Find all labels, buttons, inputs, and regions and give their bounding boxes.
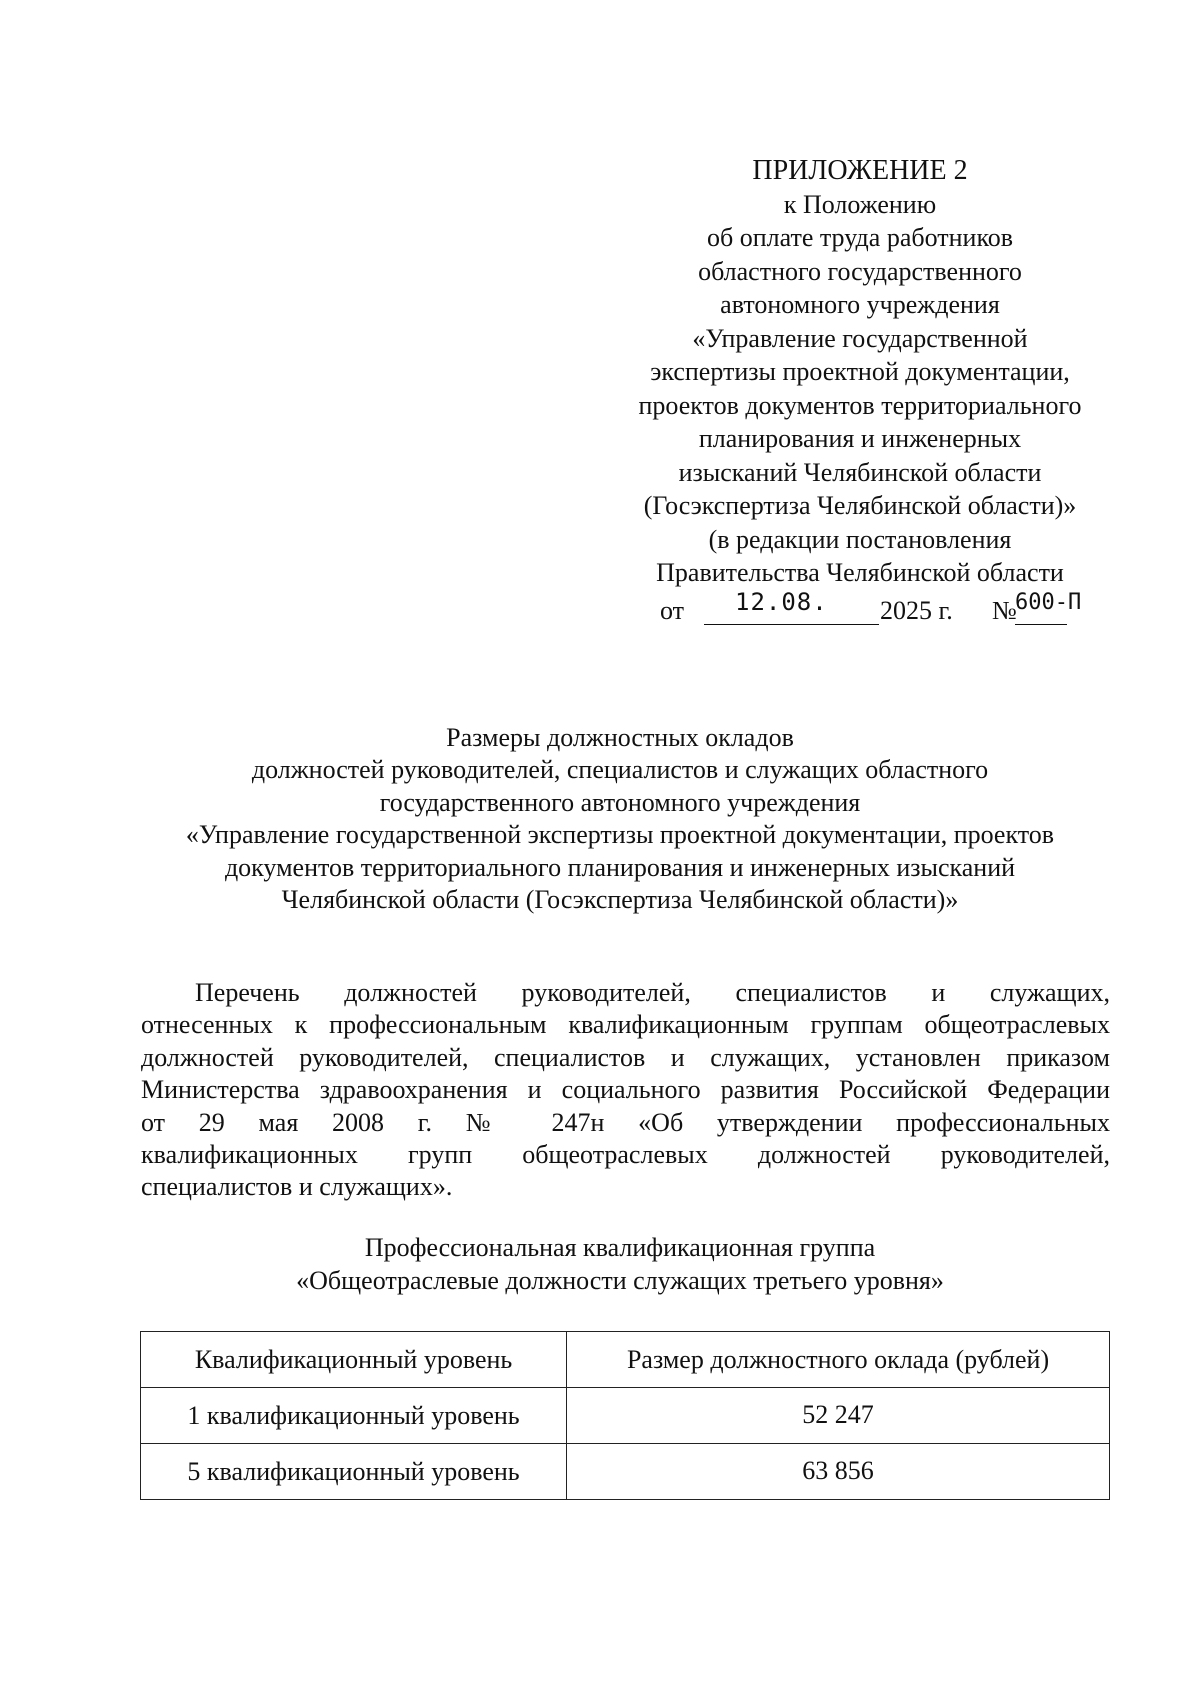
header-line: об оплате труда работников [706,223,1014,252]
title-line: «Управление государственной экспертизы проектной документации, проектов [185,820,1055,850]
date-underline [704,624,879,625]
appendix-title: ПРИЛОЖЕНИЕ 2 [752,155,968,186]
header-line: (Госэкспертиза Челябинской области)» [643,491,1077,520]
title-line: документов территориального планирования и инженерных изысканий [224,852,1016,882]
title-line: государственного автономного учреждения [379,787,861,817]
number-sign: № [992,595,1017,625]
document-title [120,722,1120,916]
salary-cell: 63 856 [567,1444,1110,1500]
qualification-group-heading [120,1231,1120,1297]
header-line: к Положению [783,189,937,219]
group-heading-line: Профессиональная квалификационная группа [364,1233,876,1262]
header-line: изысканий Челябинской области [678,457,1042,487]
qualification-level-cell: 1 квалификационный уровень [141,1388,567,1444]
table-row [141,1388,1110,1444]
column-header-salary: Размер должностного оклада (рублей) [567,1332,1110,1388]
header-line: (в редакции постановления [708,524,1012,554]
resolution-year: 2025 г. [880,595,953,625]
salary-table [140,1331,1110,1500]
header-line: проектов документов территориального [638,390,1082,420]
resolution-number: 600-П [1015,589,1082,615]
paragraph-line: квалификационных групп общеотраслевых должностей руководителей, [141,1139,1110,1169]
resolution-date: 12.08. [735,587,828,616]
paragraph-line: специалистов и служащих». [141,1172,453,1202]
title-line: должностей руководителей, специалистов и служащих областного [251,755,989,785]
column-header-level: Квалификационный уровень [141,1332,567,1388]
title-line: Размеры должностных окладов [446,723,794,752]
table-row [141,1444,1110,1500]
header-line: планирования и инженерных [698,424,1022,453]
paragraph-line: Министерства здравоохранения и социального развития Российской Федерации [141,1075,1110,1105]
salary-cell: 52 247 [567,1388,1110,1444]
paragraph-line: от 29 мая 2008 г. № 247н «Об утверждении профессиональных [141,1107,1110,1137]
resolution-date-line [620,587,1100,626]
appendix-header [620,154,1100,626]
header-line: областного государственного [698,256,1022,286]
paragraph-line: Перечень должностей руководителей, специалистов и служащих, [195,978,1110,1007]
table-header-row [141,1332,1110,1388]
qualification-level-cell: 5 квалификационный уровень [141,1444,567,1500]
positions-paragraph [141,977,1110,1204]
number-underline [1015,624,1067,625]
header-line: «Управление государственной [692,323,1028,353]
paragraph-line: должностей руководителей, специалистов и служащих, установлен приказом [141,1042,1110,1072]
paragraph-line: отнесенных к профессиональным квалификационным группам общеотраслевых [141,1010,1110,1040]
title-line: Челябинской области (Госэкспертиза Челябинской области)» [281,885,959,915]
header-line: автономного учреждения [720,290,1000,319]
header-line: экспертизы проектной документации, [650,357,1070,386]
group-heading-line: «Общеотраслевые должности служащих третьего уровня» [296,1266,944,1295]
date-prefix: от [660,595,685,625]
header-line: Правительства Челябинской области [656,558,1064,587]
